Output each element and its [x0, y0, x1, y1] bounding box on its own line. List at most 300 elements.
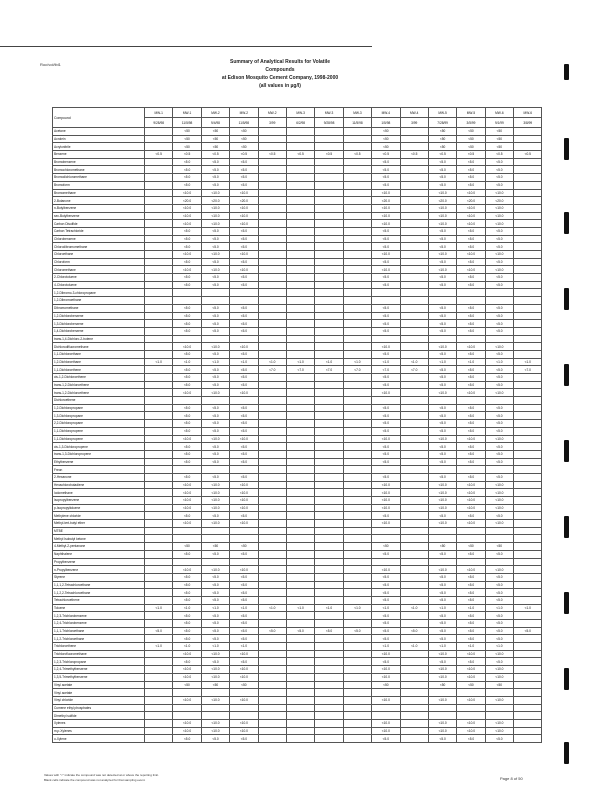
- result-cell: [258, 381, 286, 389]
- result-cell: <5.0: [173, 374, 201, 382]
- result-cell: [286, 635, 314, 643]
- well-header: MW-6: [485, 108, 513, 118]
- result-cell: [343, 327, 371, 335]
- result-cell: <5.0: [173, 258, 201, 266]
- result-cell: [286, 181, 314, 189]
- compound-name: Chloromethane: [53, 266, 145, 274]
- result-cell: [315, 566, 343, 574]
- result-cell: <5.0: [485, 735, 513, 743]
- result-cell: [286, 304, 314, 312]
- result-cell: [145, 243, 173, 251]
- result-cell: <1.0: [230, 358, 258, 366]
- result-cell: <10.0: [457, 673, 485, 681]
- result-cell: [372, 558, 400, 566]
- result-cell: [400, 197, 428, 205]
- result-cell: <10.0: [201, 489, 229, 497]
- result-cell: <10.0: [173, 189, 201, 197]
- result-cell: [400, 297, 428, 305]
- result-cell: <5.0: [428, 620, 456, 628]
- result-cell: <0.5: [201, 151, 229, 159]
- result-cell: [343, 712, 371, 720]
- result-cell: [343, 435, 371, 443]
- result-cell: [286, 251, 314, 259]
- result-cell: [343, 166, 371, 174]
- result-cell: [145, 527, 173, 535]
- result-cell: [315, 650, 343, 658]
- table-row: [53, 558, 542, 566]
- table-row: [53, 243, 542, 251]
- compound-name: trans-1,2-Dichloroethene: [53, 381, 145, 389]
- result-cell: <50: [230, 135, 258, 143]
- result-cell: [258, 404, 286, 412]
- result-cell: [258, 135, 286, 143]
- result-cell: [315, 620, 343, 628]
- result-cell: <5.0: [485, 420, 513, 428]
- result-cell: [315, 473, 343, 481]
- result-cell: [258, 527, 286, 535]
- result-cell: <5.0: [457, 589, 485, 597]
- compound-name: Propylbenzene: [53, 558, 145, 566]
- compound-name: m,p-Xylenes: [53, 727, 145, 735]
- result-cell: <10.0: [457, 251, 485, 259]
- footnotes: [44, 773, 159, 783]
- result-cell: [258, 189, 286, 197]
- result-cell: <10.0: [230, 520, 258, 528]
- compound-name: Acrylonitrile: [53, 143, 145, 151]
- result-cell: [514, 220, 542, 228]
- result-cell: <5.0: [400, 627, 428, 635]
- table-row: [53, 350, 542, 358]
- compound-name: 1,3-Dichlorobenzene: [53, 320, 145, 328]
- result-cell: [400, 143, 428, 151]
- result-cell: [343, 304, 371, 312]
- result-cell: [145, 343, 173, 351]
- result-cell: <5.0: [457, 573, 485, 581]
- result-cell: [173, 704, 201, 712]
- result-cell: [258, 566, 286, 574]
- well-header: MW-4: [372, 108, 400, 118]
- result-cell: <10.0: [457, 650, 485, 658]
- result-cell: [400, 335, 428, 343]
- compound-name: 1,2-Dichloropropane: [53, 404, 145, 412]
- result-cell: [286, 681, 314, 689]
- result-cell: <10.0: [428, 389, 456, 397]
- result-cell: <5.0: [173, 427, 201, 435]
- result-cell: <5.0: [485, 366, 513, 374]
- result-cell: [514, 381, 542, 389]
- results-table-wrapper: [52, 107, 533, 767]
- result-cell: [145, 350, 173, 358]
- result-cell: <5.0: [230, 350, 258, 358]
- result-cell: [514, 704, 542, 712]
- result-cell: <10.0: [485, 666, 513, 674]
- result-cell: <1.0: [173, 604, 201, 612]
- result-cell: <5.0: [230, 374, 258, 382]
- result-cell: [286, 520, 314, 528]
- result-cell: <50: [372, 143, 400, 151]
- result-cell: [400, 289, 428, 297]
- result-cell: [286, 443, 314, 451]
- result-cell: <5.0: [428, 635, 456, 643]
- result-cell: <5.0: [173, 158, 201, 166]
- result-cell: <10.0: [230, 673, 258, 681]
- result-cell: <10.0: [230, 566, 258, 574]
- result-cell: [514, 589, 542, 597]
- date-header: 3/8/99: [514, 118, 542, 128]
- result-cell: <5.0: [457, 243, 485, 251]
- result-cell: <5.0: [230, 174, 258, 182]
- table-row: [53, 627, 542, 635]
- table-row: [53, 658, 542, 666]
- compound-name: Chloroform: [53, 258, 145, 266]
- result-cell: [315, 397, 343, 405]
- result-cell: <5.0: [457, 412, 485, 420]
- result-cell: [286, 374, 314, 382]
- result-cell: [201, 712, 229, 720]
- result-cell: [343, 266, 371, 274]
- result-cell: <10.0: [428, 497, 456, 505]
- result-cell: [485, 704, 513, 712]
- result-cell: <5.0: [201, 304, 229, 312]
- well-header: MW-6: [514, 108, 542, 118]
- result-cell: <50: [457, 135, 485, 143]
- result-cell: [258, 243, 286, 251]
- result-cell: <50: [485, 135, 513, 143]
- result-cell: <5.0: [173, 458, 201, 466]
- result-cell: [315, 266, 343, 274]
- result-cell: [315, 550, 343, 558]
- result-cell: [315, 427, 343, 435]
- result-cell: [258, 481, 286, 489]
- result-cell: <5.0: [457, 166, 485, 174]
- result-cell: <10.0: [230, 389, 258, 397]
- result-cell: <10.0: [372, 566, 400, 574]
- result-cell: <10.0: [428, 520, 456, 528]
- result-cell: <5.0: [428, 181, 456, 189]
- table-row: [53, 158, 542, 166]
- result-cell: [286, 673, 314, 681]
- result-cell: <5.0: [372, 573, 400, 581]
- result-cell: <10.0: [485, 566, 513, 574]
- result-cell: [315, 535, 343, 543]
- result-cell: <5.0: [485, 581, 513, 589]
- result-cell: [258, 535, 286, 543]
- result-cell: [343, 320, 371, 328]
- result-cell: <5.0: [230, 589, 258, 597]
- result-cell: [315, 512, 343, 520]
- result-cell: <10.0: [173, 727, 201, 735]
- result-cell: <5.0: [372, 735, 400, 743]
- result-cell: [258, 350, 286, 358]
- result-cell: [315, 727, 343, 735]
- result-cell: <5.0: [173, 589, 201, 597]
- result-cell: [514, 350, 542, 358]
- result-cell: [286, 581, 314, 589]
- result-cell: [201, 527, 229, 535]
- result-cell: [145, 658, 173, 666]
- table-row: [53, 420, 542, 428]
- result-cell: <10.0: [230, 696, 258, 704]
- result-cell: [286, 350, 314, 358]
- result-cell: <5.0: [457, 381, 485, 389]
- result-cell: [145, 458, 173, 466]
- result-cell: [258, 204, 286, 212]
- result-cell: <10.0: [230, 220, 258, 228]
- result-cell: <5.0: [173, 227, 201, 235]
- result-cell: <5.0: [457, 158, 485, 166]
- compound-name: 1,2,4-Trichlorobenzene: [53, 620, 145, 628]
- result-cell: [315, 504, 343, 512]
- table-row: [53, 604, 542, 612]
- result-cell: [258, 596, 286, 604]
- result-cell: [457, 335, 485, 343]
- result-cell: <10.0: [230, 481, 258, 489]
- result-cell: <50: [457, 143, 485, 151]
- result-cell: <5.0: [428, 589, 456, 597]
- result-cell: [145, 719, 173, 727]
- binder-tab-9: [564, 668, 569, 690]
- table-row: [53, 366, 542, 374]
- result-cell: [343, 181, 371, 189]
- table-row: [53, 397, 542, 405]
- result-cell: <5.0: [485, 274, 513, 282]
- result-cell: [372, 397, 400, 405]
- result-cell: <5.0: [372, 627, 400, 635]
- result-cell: [514, 719, 542, 727]
- table-row: [53, 204, 542, 212]
- result-cell: <10.0: [457, 566, 485, 574]
- result-cell: <10.0: [485, 497, 513, 505]
- result-cell: [400, 220, 428, 228]
- result-cell: <10.0: [428, 489, 456, 497]
- result-cell: [315, 274, 343, 282]
- result-cell: [343, 681, 371, 689]
- result-cell: <10.0: [372, 251, 400, 259]
- well-header: MW-5: [428, 108, 456, 118]
- result-cell: <5.0: [485, 589, 513, 597]
- result-cell: [258, 427, 286, 435]
- result-cell: <5.0: [286, 627, 314, 635]
- result-cell: <50: [428, 135, 456, 143]
- result-cell: [315, 243, 343, 251]
- result-cell: [514, 427, 542, 435]
- table-row: [53, 312, 542, 320]
- result-cell: <20.0: [485, 197, 513, 205]
- result-cell: [258, 558, 286, 566]
- result-cell: [514, 673, 542, 681]
- result-cell: [145, 512, 173, 520]
- compound-name: 1,3-Dichloropropane: [53, 412, 145, 420]
- result-cell: <50: [230, 681, 258, 689]
- result-cell: <10.0: [173, 566, 201, 574]
- date-header: 3/5/99: [457, 118, 485, 128]
- compound-name: Bromodichloromethane: [53, 174, 145, 182]
- table-row: [53, 281, 542, 289]
- footnote-1: Values with "<" indicate the compound was not detected at or above the reporting limit.: [44, 773, 159, 777]
- result-cell: <10.0: [457, 497, 485, 505]
- result-cell: <10.0: [485, 727, 513, 735]
- result-cell: <5.0: [485, 304, 513, 312]
- table-row: [53, 389, 542, 397]
- result-cell: <1.0: [457, 643, 485, 651]
- compound-name: 1,2,4-Trimethylbenzene: [53, 666, 145, 674]
- result-cell: [173, 558, 201, 566]
- result-cell: <0.5: [457, 151, 485, 159]
- result-cell: <5.0: [173, 512, 201, 520]
- result-cell: [145, 673, 173, 681]
- result-cell: [258, 281, 286, 289]
- table-row: [53, 443, 542, 451]
- result-cell: <5.0: [230, 473, 258, 481]
- result-cell: [343, 158, 371, 166]
- result-cell: <5.0: [485, 235, 513, 243]
- result-cell: <5.0: [457, 581, 485, 589]
- result-cell: [400, 281, 428, 289]
- result-cell: <5.0: [428, 374, 456, 382]
- result-cell: <5.0: [372, 512, 400, 520]
- result-cell: [514, 504, 542, 512]
- table-row: [53, 235, 542, 243]
- result-cell: [315, 227, 343, 235]
- result-cell: [230, 289, 258, 297]
- result-cell: [343, 573, 371, 581]
- result-cell: [514, 397, 542, 405]
- result-cell: <10.0: [201, 435, 229, 443]
- compound-name: 4-Chlorotoluene: [53, 281, 145, 289]
- result-cell: [258, 320, 286, 328]
- result-cell: [286, 612, 314, 620]
- result-cell: [258, 212, 286, 220]
- table-row: [53, 581, 542, 589]
- result-cell: <10.0: [372, 266, 400, 274]
- result-cell: <5.0: [230, 166, 258, 174]
- result-cell: <5.0: [457, 658, 485, 666]
- result-cell: [457, 704, 485, 712]
- result-cell: [230, 689, 258, 697]
- result-cell: [286, 343, 314, 351]
- result-cell: [258, 181, 286, 189]
- result-cell: <5.0: [428, 381, 456, 389]
- result-cell: [514, 135, 542, 143]
- result-cell: <5.0: [457, 635, 485, 643]
- result-cell: [514, 558, 542, 566]
- result-cell: <10.0: [173, 489, 201, 497]
- result-cell: [315, 719, 343, 727]
- result-cell: <5.0: [173, 327, 201, 335]
- result-cell: [173, 297, 201, 305]
- result-cell: [514, 274, 542, 282]
- result-cell: [258, 719, 286, 727]
- result-cell: [315, 312, 343, 320]
- compound-name: 4-Methyl-2-pentanone: [53, 543, 145, 551]
- result-cell: [400, 712, 428, 720]
- binder-tab-6: [564, 440, 569, 462]
- result-cell: <5.0: [428, 735, 456, 743]
- result-cell: <50: [230, 143, 258, 151]
- result-cell: <5.0: [230, 320, 258, 328]
- result-cell: <5.0: [372, 181, 400, 189]
- result-cell: <5.0: [457, 620, 485, 628]
- result-cell: <10.0: [485, 650, 513, 658]
- result-cell: [315, 143, 343, 151]
- result-cell: <10.0: [372, 673, 400, 681]
- result-cell: <10.0: [230, 504, 258, 512]
- result-cell: [343, 227, 371, 235]
- result-cell: [372, 535, 400, 543]
- result-cell: [258, 573, 286, 581]
- result-cell: <10.0: [230, 489, 258, 497]
- result-cell: [343, 204, 371, 212]
- result-cell: <5.0: [457, 735, 485, 743]
- result-cell: <5.0: [230, 281, 258, 289]
- result-cell: [343, 643, 371, 651]
- result-cell: [514, 197, 542, 205]
- table-row: [53, 212, 542, 220]
- result-cell: [514, 473, 542, 481]
- result-cell: <5.0: [485, 512, 513, 520]
- result-cell: [145, 666, 173, 674]
- result-cell: <5.0: [485, 620, 513, 628]
- result-cell: [145, 227, 173, 235]
- result-cell: [514, 374, 542, 382]
- result-cell: <10.0: [201, 343, 229, 351]
- result-cell: [258, 704, 286, 712]
- result-cell: [315, 404, 343, 412]
- result-cell: [315, 435, 343, 443]
- result-cell: [457, 466, 485, 474]
- result-cell: <5.0: [173, 735, 201, 743]
- result-cell: <5.0: [428, 573, 456, 581]
- result-cell: <50: [173, 128, 201, 136]
- result-cell: <10.0: [173, 435, 201, 443]
- date-header: 11/5/98: [173, 118, 201, 128]
- result-cell: [514, 466, 542, 474]
- table-row: [53, 512, 542, 520]
- result-cell: [258, 673, 286, 681]
- result-cell: [343, 289, 371, 297]
- result-cell: [315, 481, 343, 489]
- result-cell: <10.0: [372, 212, 400, 220]
- result-cell: <5.0: [372, 412, 400, 420]
- result-cell: [173, 335, 201, 343]
- result-cell: <10.0: [428, 566, 456, 574]
- result-cell: [400, 381, 428, 389]
- compound-name: Bromoform: [53, 181, 145, 189]
- result-cell: [230, 397, 258, 405]
- result-cell: [315, 450, 343, 458]
- result-cell: [201, 466, 229, 474]
- result-cell: [286, 266, 314, 274]
- result-cell: [145, 696, 173, 704]
- result-cell: [343, 666, 371, 674]
- result-cell: <5.0: [457, 458, 485, 466]
- result-cell: [514, 404, 542, 412]
- result-cell: <5.0: [485, 181, 513, 189]
- result-cell: <0.5: [428, 151, 456, 159]
- result-cell: [400, 658, 428, 666]
- result-cell: [145, 450, 173, 458]
- compound-name: Ethylbenzene: [53, 458, 145, 466]
- result-cell: <50: [485, 128, 513, 136]
- result-cell: [258, 327, 286, 335]
- result-cell: [400, 543, 428, 551]
- result-cell: <5.0: [315, 627, 343, 635]
- result-cell: [400, 181, 428, 189]
- result-cell: [372, 289, 400, 297]
- result-cell: [145, 143, 173, 151]
- result-cell: [230, 535, 258, 543]
- result-cell: [286, 212, 314, 220]
